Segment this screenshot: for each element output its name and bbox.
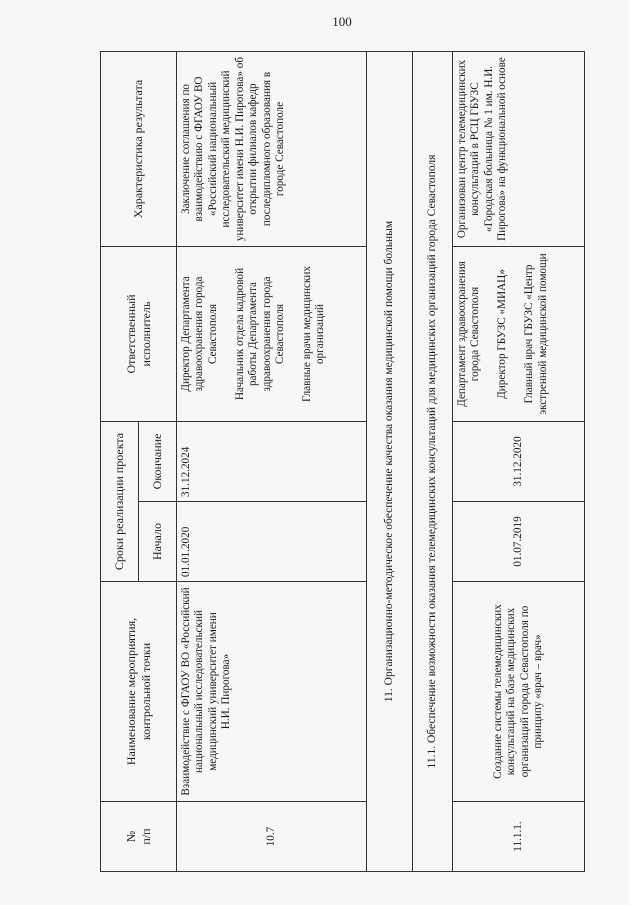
section-heading: 11. Организационно-методическое обеспечение качества оказания медицинской помощи больным xyxy=(367,52,413,872)
header-responsible: Ответственный исполнитель xyxy=(101,247,177,422)
table-row xyxy=(453,52,585,872)
subsection-heading: 11.1. Обеспечение возможности оказания телемедицинских консультаций для медицинских организаций города Севастополя xyxy=(413,52,453,872)
plan-table xyxy=(100,51,585,872)
row-num: 11.1.1. xyxy=(453,802,585,872)
header-start: Начало xyxy=(139,502,177,582)
row-result: Организован центр телемедицинских консультаций в РСЦ ГБУЗС «Городская больница № 1 им. Н.И. Пирогова» на функциональной основе xyxy=(453,52,585,247)
row-num: 10.7 xyxy=(177,802,367,872)
row-responsible: Директор Департамента здравоохранения города Севастополя Начальник отдела кадровой работы Департамента здравоохранения города Севастополя Главные врачи медицинских организаций xyxy=(177,247,367,422)
header-name: Наименование мероприятия, контрольной точки xyxy=(101,582,177,802)
header-terms: Сроки реализации проекта xyxy=(101,422,139,582)
rotated-table-container xyxy=(100,52,585,872)
header-num: № п/п xyxy=(101,802,177,872)
row-end: 31.12.2024 xyxy=(177,422,367,502)
row-result: Заключение соглашения по взаимодействию с ФГАОУ ВО «Российский национальный исследовательский медицинский университет имени Н.И. Пирогова» об открытии филиалов кафедр последипломного образования в городе Севастополе xyxy=(177,52,367,247)
row-start: 01.01.2020 xyxy=(177,502,367,582)
row-start: 01.07.2019 xyxy=(453,502,585,582)
header-result: Характеристика результата xyxy=(101,52,177,247)
row-end: 31.12.2020 xyxy=(453,422,585,502)
row-name: Взаимодействие с ФГАОУ ВО «Российский национальный исследовательский медицинский университет имени Н.И. Пирогова» xyxy=(177,582,367,802)
row-name: Создание системы телемедицинских консультаций на базе медицинских организаций города Севастополя по принципу «врач – врач» xyxy=(453,582,585,802)
header-end: Окончание xyxy=(139,422,177,502)
row-responsible: Департамент здравоохранения города Севастополя Директор ГБУЗС «МИАЦ» Главный врач ГБУЗС «Центр экстренной медицинской помощи xyxy=(453,247,585,422)
page-number: 100 xyxy=(332,14,352,29)
table-row xyxy=(177,52,367,872)
